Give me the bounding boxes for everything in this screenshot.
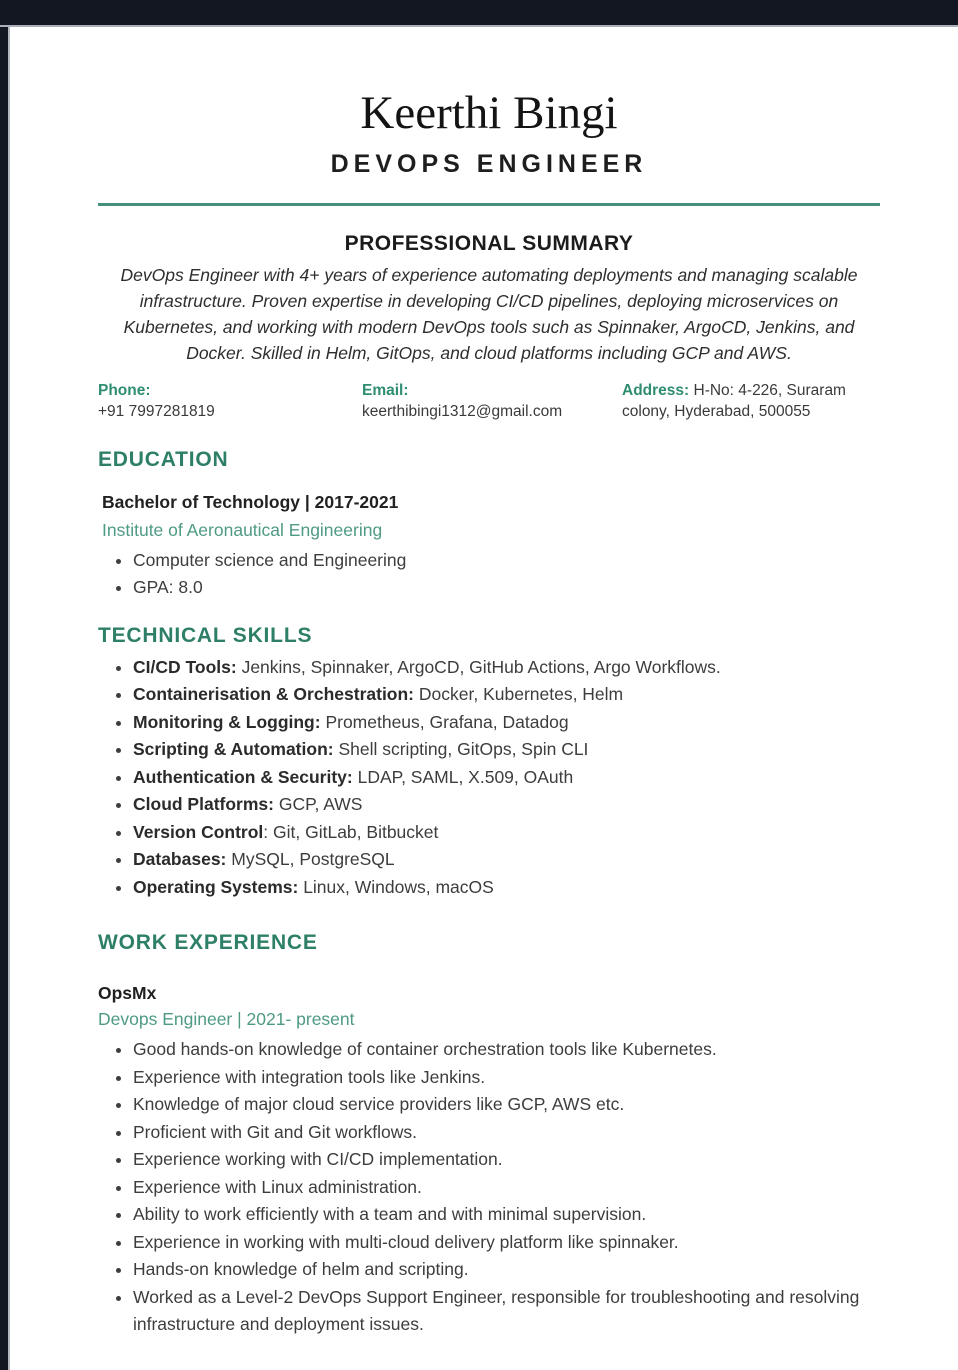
skill-item: • Monitoring & Logging: Prometheus, Grafana, Datadog [133, 709, 880, 737]
experience-bullet: • Experience with integration tools like Jenkins. [133, 1064, 880, 1092]
skill-item: • Cloud Platforms: GCP, AWS [133, 791, 880, 819]
header-divider [98, 203, 880, 206]
skill-item-label: CI/CD Tools: [133, 656, 237, 677]
education-bullet: • GPA: 8.0 [133, 574, 880, 602]
skills-bullet-list [98, 654, 880, 902]
email-value: keerthibingi1312@gmail.com [362, 402, 563, 420]
phone-value: +91 7997281819 [98, 402, 215, 420]
address-label: Address: [622, 381, 690, 399]
viewer-left-edge [0, 0, 10, 1370]
summary-paragraph: DevOps Engineer with 4+ years of experience automating deployments and managing scalable infrastructure. Proven expertise in developing CI/CD pipelines, deploying microservices on Kubernetes, and working with modern DevOps tools such as Spinnaker, ArgoCD, Jenkins, and Docker. Skilled in Helm, GitOps, and cloud platforms including GCP and AWS. [120, 264, 858, 363]
education-bullet: • Computer science and Engineering [133, 547, 880, 575]
viewer-top-bar [0, 0, 958, 27]
skill-item-label: Version Control [133, 821, 264, 842]
education-institute: Institute of Aeronautical Engineering [102, 519, 383, 540]
person-role-title: DEVOPS ENGINEER [330, 149, 648, 178]
experience-bullet: • Ability to work efficiently with a team and with minimal supervision. [133, 1201, 880, 1229]
experience-section-heading: WORK EXPERIENCE [98, 931, 318, 955]
resume-page [12, 29, 958, 1370]
skill-item-label: Cloud Platforms: [133, 794, 274, 815]
education-section-heading: EDUCATION [98, 447, 229, 471]
skill-item-label: Scripting & Automation: [133, 739, 334, 760]
resume-header [98, 87, 880, 206]
contact-address-block [622, 380, 880, 422]
experience-bullet: • Good hands-on knowledge of container orchestration tools like Kubernetes. [133, 1036, 880, 1064]
contact-email-block [362, 380, 622, 422]
skills-section-heading: TECHNICAL SKILLS [98, 623, 313, 647]
experience-bullet: • Worked as a Level-2 DevOps Support Engineer, responsible for troubleshooting and resolving infrastructure and deployment issues. [133, 1284, 880, 1339]
experience-bullet: • Knowledge of major cloud service providers like GCP, AWS etc. [133, 1091, 880, 1119]
address-value: H-No: 4-226, Suraram colony, Hyderabad, 500055 [622, 381, 846, 420]
skill-item-label: Monitoring & Logging: [133, 711, 321, 732]
skill-item-label: Operating Systems: [133, 876, 299, 897]
experience-bullet: • Experience in working with multi-cloud delivery platform like spinnaker. [133, 1229, 880, 1257]
skill-item: • Operating Systems: Linux, Windows, macOS [133, 874, 880, 902]
skill-item-label: Authentication & Security: [133, 766, 353, 787]
skill-item-label: Databases: [133, 849, 227, 870]
skill-item: • Authentication & Security: LDAP, SAML, X.509, OAuth [133, 764, 880, 792]
skill-item-label: Containerisation & Orchestration: [133, 684, 415, 705]
contact-phone-block [98, 380, 362, 422]
email-label: Email: [362, 381, 409, 399]
person-name: Keerthi Bingi [360, 87, 618, 139]
experience-bullet: • Proficient with Git and Git workflows. [133, 1119, 880, 1147]
contact-row [98, 380, 880, 422]
skill-item: • CI/CD Tools: Jenkins, Spinnaker, ArgoCD, GitHub Actions, Argo Workflows. [133, 654, 880, 682]
skill-item: • Databases: MySQL, PostgreSQL [133, 846, 880, 874]
education-degree: Bachelor of Technology | 2017-2021 [102, 491, 399, 512]
summary-section-heading: PROFESSIONAL SUMMARY [344, 231, 634, 255]
experience-bullet-list [98, 1036, 880, 1339]
experience-bullet: • Hands-on knowledge of helm and scripting. [133, 1256, 880, 1284]
resume-content [98, 87, 880, 1339]
experience-bullet: • Experience with Linux administration. [133, 1174, 880, 1202]
experience-bullet: • Experience working with CI/CD implementation. [133, 1146, 880, 1174]
experience-company: OpsMx [98, 983, 157, 1004]
skill-item: • Containerisation & Orchestration: Docker, Kubernetes, Helm [133, 681, 880, 709]
skill-item: • Scripting & Automation: Shell scripting, GitOps, Spin CLI [133, 736, 880, 764]
education-bullet-list [98, 547, 880, 602]
phone-label: Phone: [98, 381, 151, 399]
experience-job-title: Devops Engineer | 2021- present [98, 1009, 355, 1030]
skill-item: • Version Control: Git, GitLab, Bitbucket [133, 819, 880, 847]
